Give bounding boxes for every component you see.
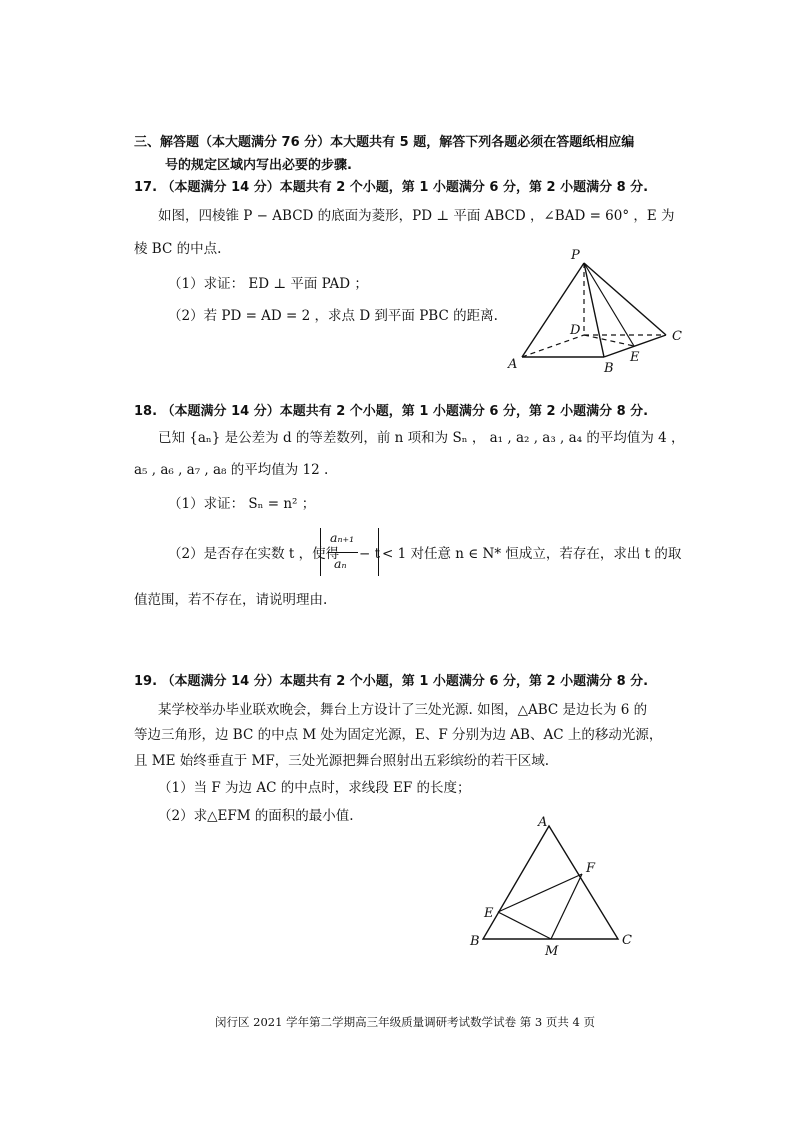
q17-part2: （2）若 PD = AD = 2 ，求点 D 到平面 PBC 的距离. — [168, 308, 498, 324]
q18-part2-minus-t: − t — [359, 546, 381, 562]
q19-stem-line1: 某学校举办毕业联欢晚会，舞台上方设计了三处光源. 如图，△ABC 是边长为 6 的 — [158, 702, 648, 718]
pyramid-figure — [500, 240, 700, 380]
page-footer: 闵行区 2021 学年第二学期高三年级质量调研考试数学试卷 第 3 页共 4 页 — [215, 1015, 595, 1029]
q19-part1: （1）当 F 为边 AC 的中点时，求线段 EF 的长度； — [158, 780, 471, 796]
q17-header: 17. （本题满分 14 分）本题共有 2 个小题，第 1 小题满分 6 分，第 2 小题满分 8 分. — [134, 180, 649, 195]
triangle-label-e: E — [484, 906, 494, 921]
fraction-numerator: aₙ₊₁ — [330, 530, 355, 545]
q18-header: 18. （本题满分 14 分）本题共有 2 个小题，第 1 小题满分 6 分，第 2 小题满分 8 分. — [134, 404, 649, 419]
triangle-label-a: A — [538, 815, 548, 830]
q18-part2-suffix: < 1 对任意 n ∈ N* 恒成立，若存在，求出 t 的取 — [382, 546, 682, 562]
fraction-denominator: aₙ — [334, 556, 347, 571]
triangle-label-b: B — [470, 934, 480, 949]
section-heading-line2: 号的规定区域内写出必要的步骤. — [165, 158, 352, 173]
pyramid-label-b: B — [604, 361, 614, 376]
pyramid-label-c: C — [672, 329, 682, 344]
q19-part2: （2）求△EFM 的面积的最小值. — [158, 808, 354, 824]
q17-part1: （1）求证： ED ⊥ 平面 PAD ； — [168, 276, 368, 292]
abs-right-bar — [378, 528, 379, 576]
fraction-bar — [328, 552, 358, 553]
q19-header: 19. （本题满分 14 分）本题共有 2 个小题，第 1 小题满分 6 分，第 2 小题满分 8 分. — [134, 674, 649, 689]
q17-stem-line1: 如图，四棱锥 P − ABCD 的底面为菱形，PD ⊥ 平面 ABCD ，∠BAD = 60° ，E 为 — [158, 208, 675, 224]
q18-part1: （1）求证： Sₙ = n² ； — [168, 496, 316, 512]
triangle-label-f: F — [586, 861, 596, 876]
q18-part2-line2: 值范围，若不存在，请说明理由. — [134, 592, 328, 608]
q19-stem-line3: 且 ME 始终垂直于 MF，三处光源把舞台照射出五彩缤纷的若干区域. — [134, 753, 550, 769]
pyramid-label-a: A — [508, 357, 518, 372]
q18-part2-prefix: （2）是否存在实数 t ，使得 — [168, 546, 340, 562]
triangle-figure — [460, 808, 640, 958]
triangle-label-m: M — [545, 944, 559, 958]
q17-stem-line2: 棱 BC 的中点. — [134, 241, 222, 257]
pyramid-label-d: D — [570, 323, 581, 338]
triangle-label-c: C — [622, 933, 632, 948]
pyramid-label-e: E — [630, 350, 640, 365]
abs-left-bar — [320, 528, 321, 576]
q18-stem-line2: a₅ , a₆ , a₇ , a₈ 的平均值为 12 . — [134, 462, 329, 478]
pyramid-label-p: P — [571, 248, 580, 263]
q19-stem-line2: 等边三角形，边 BC 的中点 M 处为固定光源，E、F 分别为边 AB、AC 上的移动光源， — [134, 727, 663, 743]
section-heading-line1: 三、解答题（本大题满分 76 分）本大题共有 5 题，解答下列各题必须在答题纸相应编 — [134, 135, 635, 150]
q18-stem-line1: 已知 {aₙ} 是公差为 d 的等差数列，前 n 项和为 Sₙ ， a₁ , a₂ , a₃ , a₄ 的平均值为 4 ， — [158, 430, 685, 446]
